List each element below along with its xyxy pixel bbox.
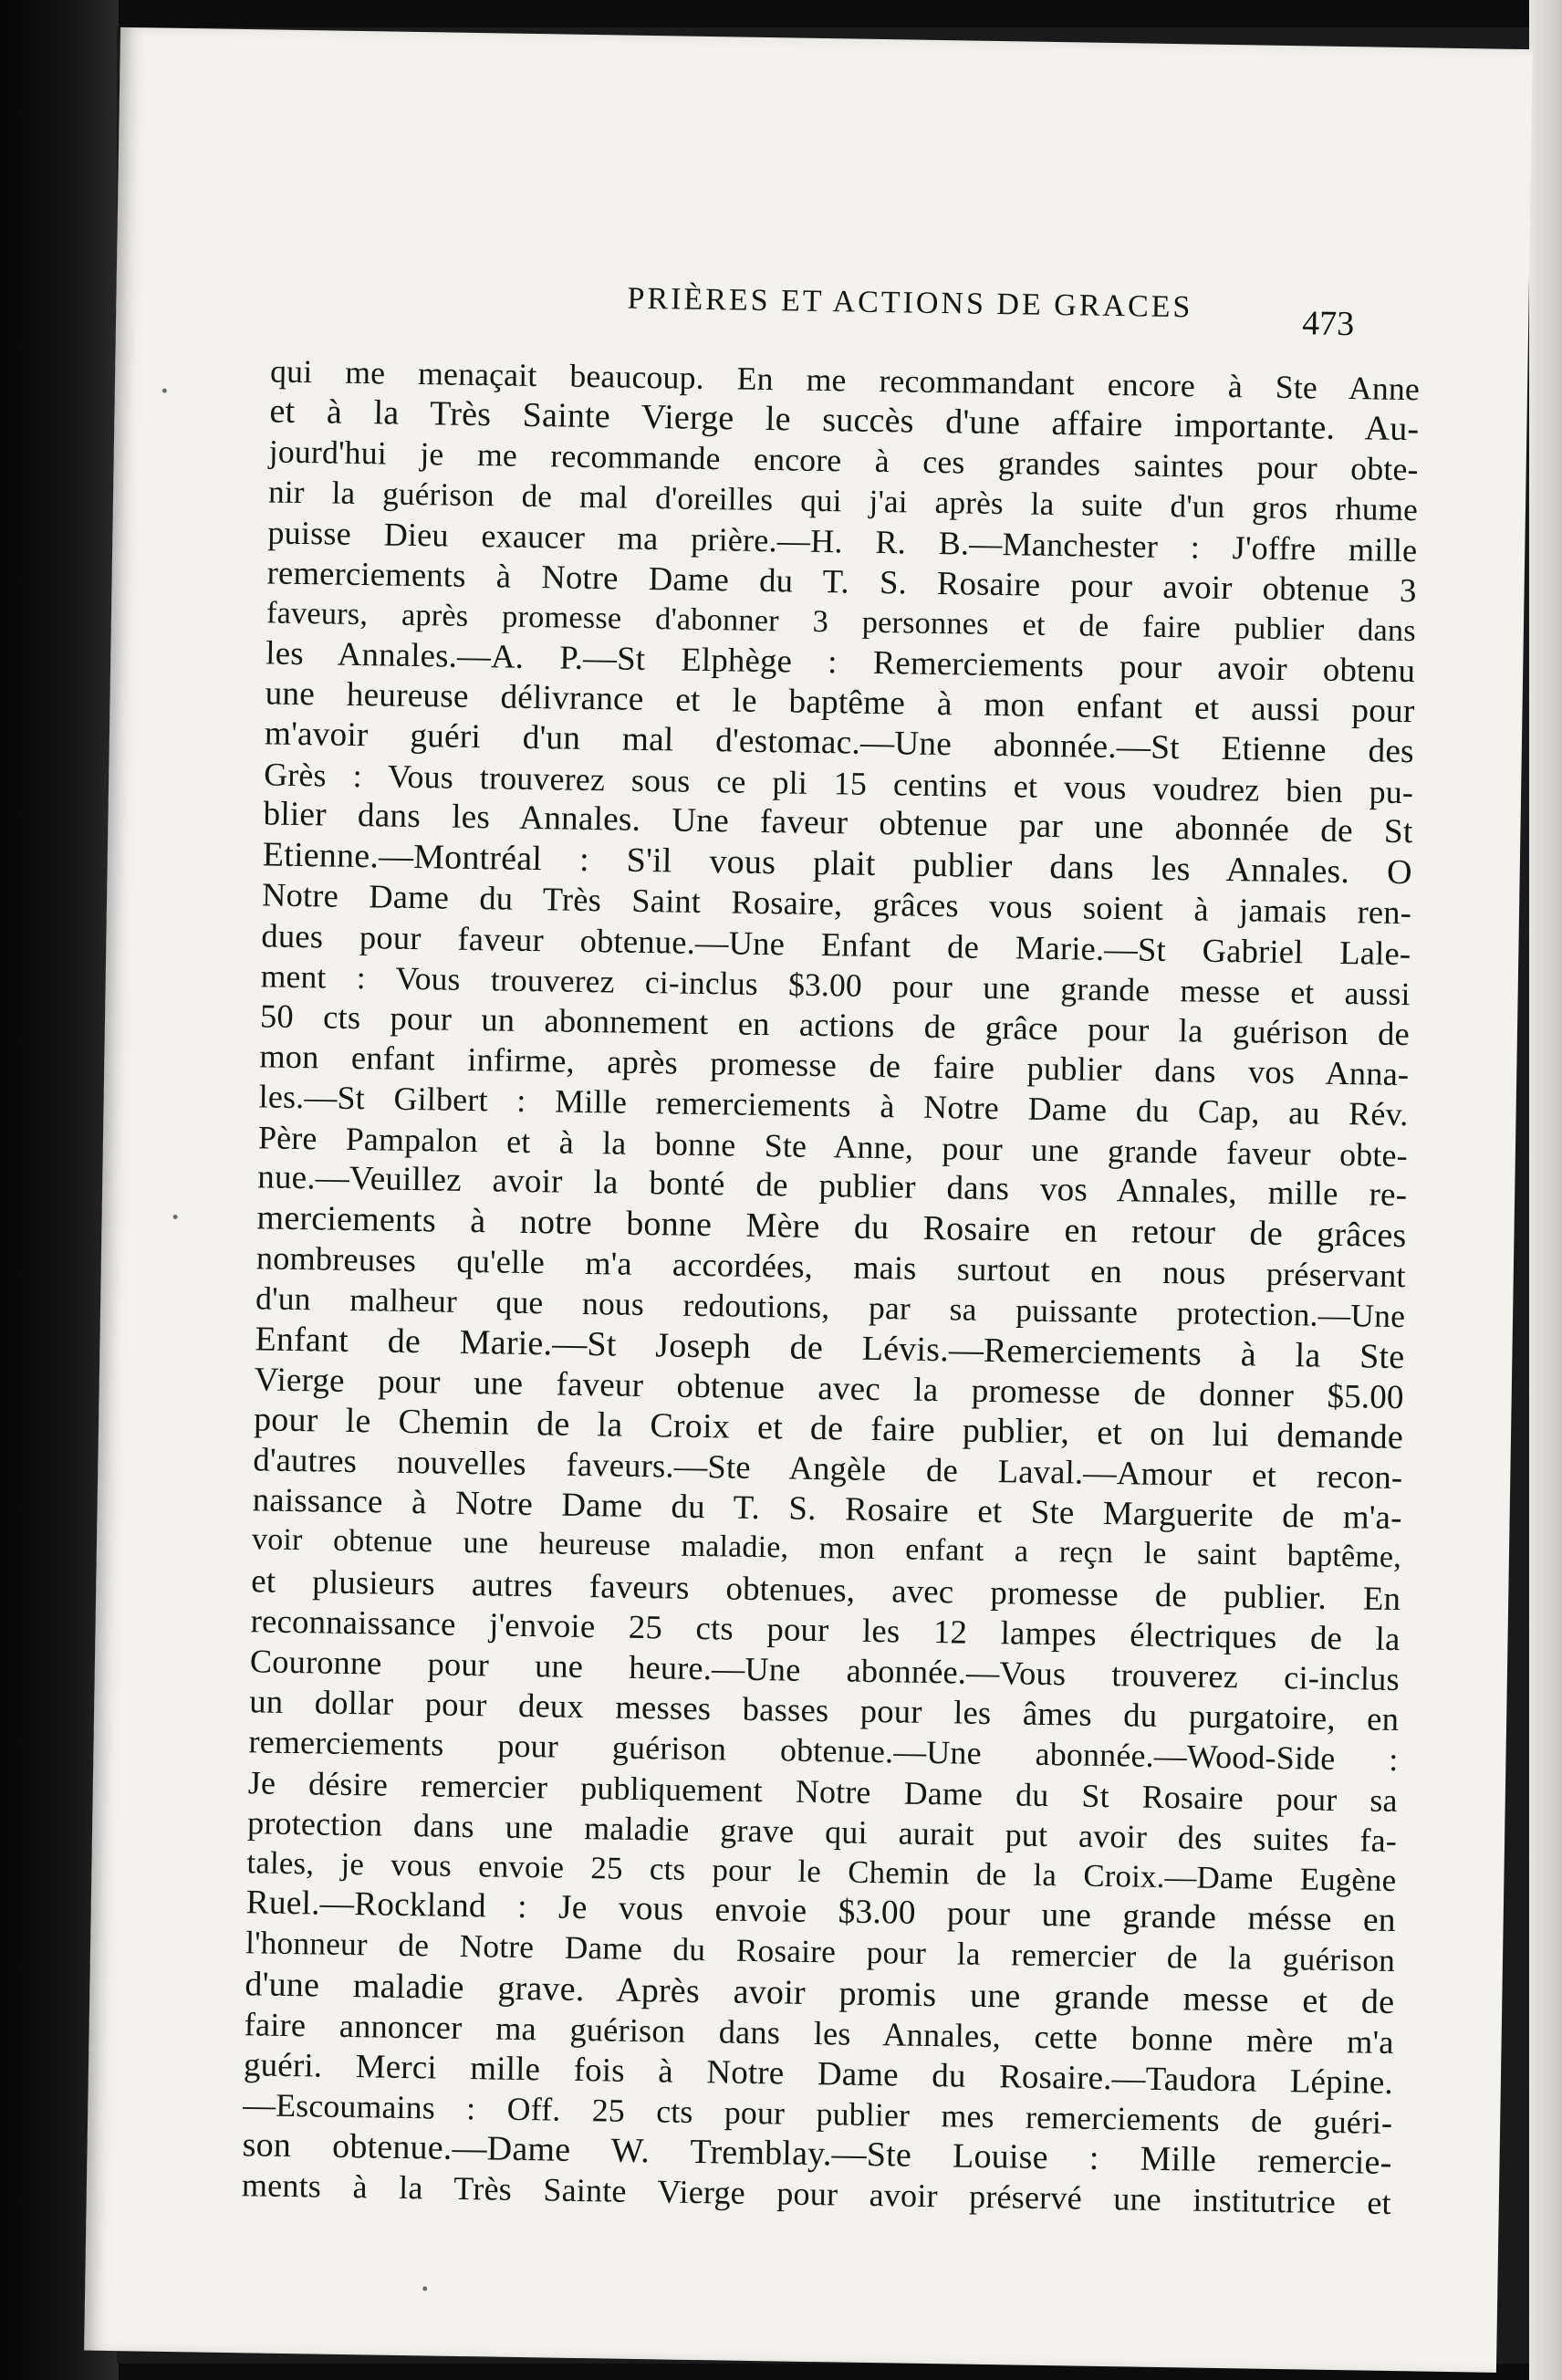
text-line: Grès : Vous trouverez sous ce pli 15 centins et vous voudrez bien pu- [263, 756, 1414, 811]
text-line: m'avoir guéri d'un mal d'estomac.—Une abonnée.—St Etienne des [264, 715, 1415, 770]
text-line: 50 cts pour un abonnement en actions de grâce pour la guérison de [259, 997, 1411, 1053]
text-line: Je désire remercier publiquement Notre Dame du St Rosaire pour sa [247, 1763, 1399, 1819]
text-line: qui me menaçait beaucoup. En me recommandant encore à Ste Anne [269, 352, 1421, 408]
text-line: naissance à Notre Dame du T. S. Rosaire et Ste Marguerite de m'a- [252, 1480, 1402, 1537]
text-line: d'une maladie grave. Après avoir promis une grande messe et de [245, 1964, 1395, 2021]
text-line: et plusieurs autres faveurs obtenues, avec promesse de publier. En [251, 1561, 1401, 1617]
text-line: Etienne.—Montréal : S'il vous plait publier dans les Annales. O [262, 835, 1413, 892]
text-line: Ruel.—Rockland : Je vous envoie $3.00 pour une grande mésse en [245, 1884, 1396, 1940]
text-line: les.—St Gilbert : Mille remerciements à Notre Dame du Cap, au Rév. [258, 1078, 1409, 1133]
text-line: son obtenue.—Dame W. Tremblay.—Ste Louise : Mille remercie- [242, 2125, 1392, 2183]
text-line: reconnaissance j'envoie 25 cts pour les 12 lampes électriques de la [250, 1602, 1401, 1657]
book-page [84, 27, 1533, 2373]
text-line: pour le Chemin de la Croix et de faire publier, et on lui demande [253, 1400, 1404, 1456]
text-line: Enfant de Marie.—St Joseph de Lévis.—Remerciements à la Ste [255, 1319, 1405, 1376]
text-line: merciements à notre bonne Mère du Rosaire en retour de grâces [256, 1198, 1407, 1256]
dust-speck [422, 2286, 427, 2291]
text-line: une heureuse délivrance et le baptême à mon enfant et aussi pour [265, 673, 1415, 730]
text-line: d'un malheur que nous redoutions, par sa puissante protection.—Une [255, 1279, 1406, 1335]
text-line: dues pour faveur obtenue.—Une Enfant de Marie.—St Gabriel Lale- [261, 916, 1411, 972]
text-line: un dollar pour deux messes basses pour les âmes du purgatoire, en [248, 1682, 1400, 1738]
text-line: nue.—Veuillez avoir la bonté de publier dans vos Annales, mille re- [257, 1158, 1408, 1214]
text-line: —Escoumains : Off. 25 cts pour publier mes remerciements de guéri- [243, 2086, 1393, 2142]
text-line: Père Pampalon et à la bonne Ste Anne, pour une grande faveur obte- [257, 1118, 1409, 1174]
text-line: remerciements pour guérison obtenue.—Une abonnée.—Wood-Side : [248, 1723, 1399, 1779]
text-line: Couronne pour une heure.—Une abonnée.—Vous trouverez ci-inclus [249, 1643, 1401, 1698]
text-line: guéri. Merci mille fois à Notre Dame du Rosaire.—Taudora Lépine. [243, 2045, 1394, 2101]
page-edge [1529, 0, 1562, 2380]
text-line: voir obtenue une heureuse maladie, mon enfant a reçn le saint baptême, [251, 1522, 1402, 1575]
text-line: faire annoncer ma guérison dans les Annales, cette bonne mère m'a [244, 2005, 1394, 2061]
text-line: jourd'hui je me recommande encore à ces grandes saintes pour obte- [268, 433, 1419, 488]
text-line: les Annales.—A. P.—St Elphège : Remerciements pour avoir obtenu [266, 633, 1416, 690]
page-number: 473 [1301, 304, 1355, 344]
text-line: nir la guérison de mal d'oreilles qui j'ai après la suite d'un gros rhume [267, 474, 1419, 527]
text-line: remerciements à Notre Dame du T. S. Rosaire pour avoir obtenue 3 [266, 553, 1417, 610]
text-line: tales, je vous envoie 25 cts pour le Chemin de la Croix.—Dame Eugène [246, 1844, 1397, 1898]
text-line: d'autres nouvelles faveurs.—Ste Angèle de Laval.—Amour et recon- [253, 1440, 1403, 1497]
text-line: faveurs, après promesse d'abonner 3 personnes et de faire publier dans [266, 595, 1417, 649]
text-line: mon enfant infirme, après promesse de faire publier dans vos Anna- [259, 1038, 1410, 1093]
text-line: blier dans les Annales. Une faveur obtenue par une abonnée de St [263, 795, 1413, 851]
text-line: et à la Très Sainte Vierge le succès d'une affaire importante. Au- [269, 391, 1420, 449]
text-line: ment : Vous trouverez ci-inclus $3.00 pour une grande messe et aussi [260, 957, 1411, 1012]
text-line: nombreuses qu'elle m'a accordées, mais surtout en nous préservant [255, 1239, 1407, 1295]
text-line: Vierge pour une faveur obtenue avec la promesse de donner $5.00 [254, 1360, 1405, 1415]
text-line: l'honneur de Notre Dame du Rosaire pour la remercier de la guérison [245, 1925, 1396, 1979]
dust-speck [173, 1215, 178, 1219]
dust-speck [162, 389, 167, 393]
body-text [242, 350, 1421, 2223]
text-line: protection dans une maladie grave qui aurait put avoir des suites fa- [246, 1804, 1398, 1859]
text-line: puisse Dieu exaucer ma prière.—H. R. B.—Manchester : J'offre mille [267, 514, 1418, 569]
running-head: PRIÈRES ET ACTIONS DE GRACES [627, 281, 1193, 325]
text-line: Notre Dame du Très Saint Rosaire, grâces vous soient à jamais ren- [261, 876, 1412, 932]
text-line: ments à la Très Sainte Vierge pour avoir préservé une institutrice et [241, 2166, 1392, 2222]
